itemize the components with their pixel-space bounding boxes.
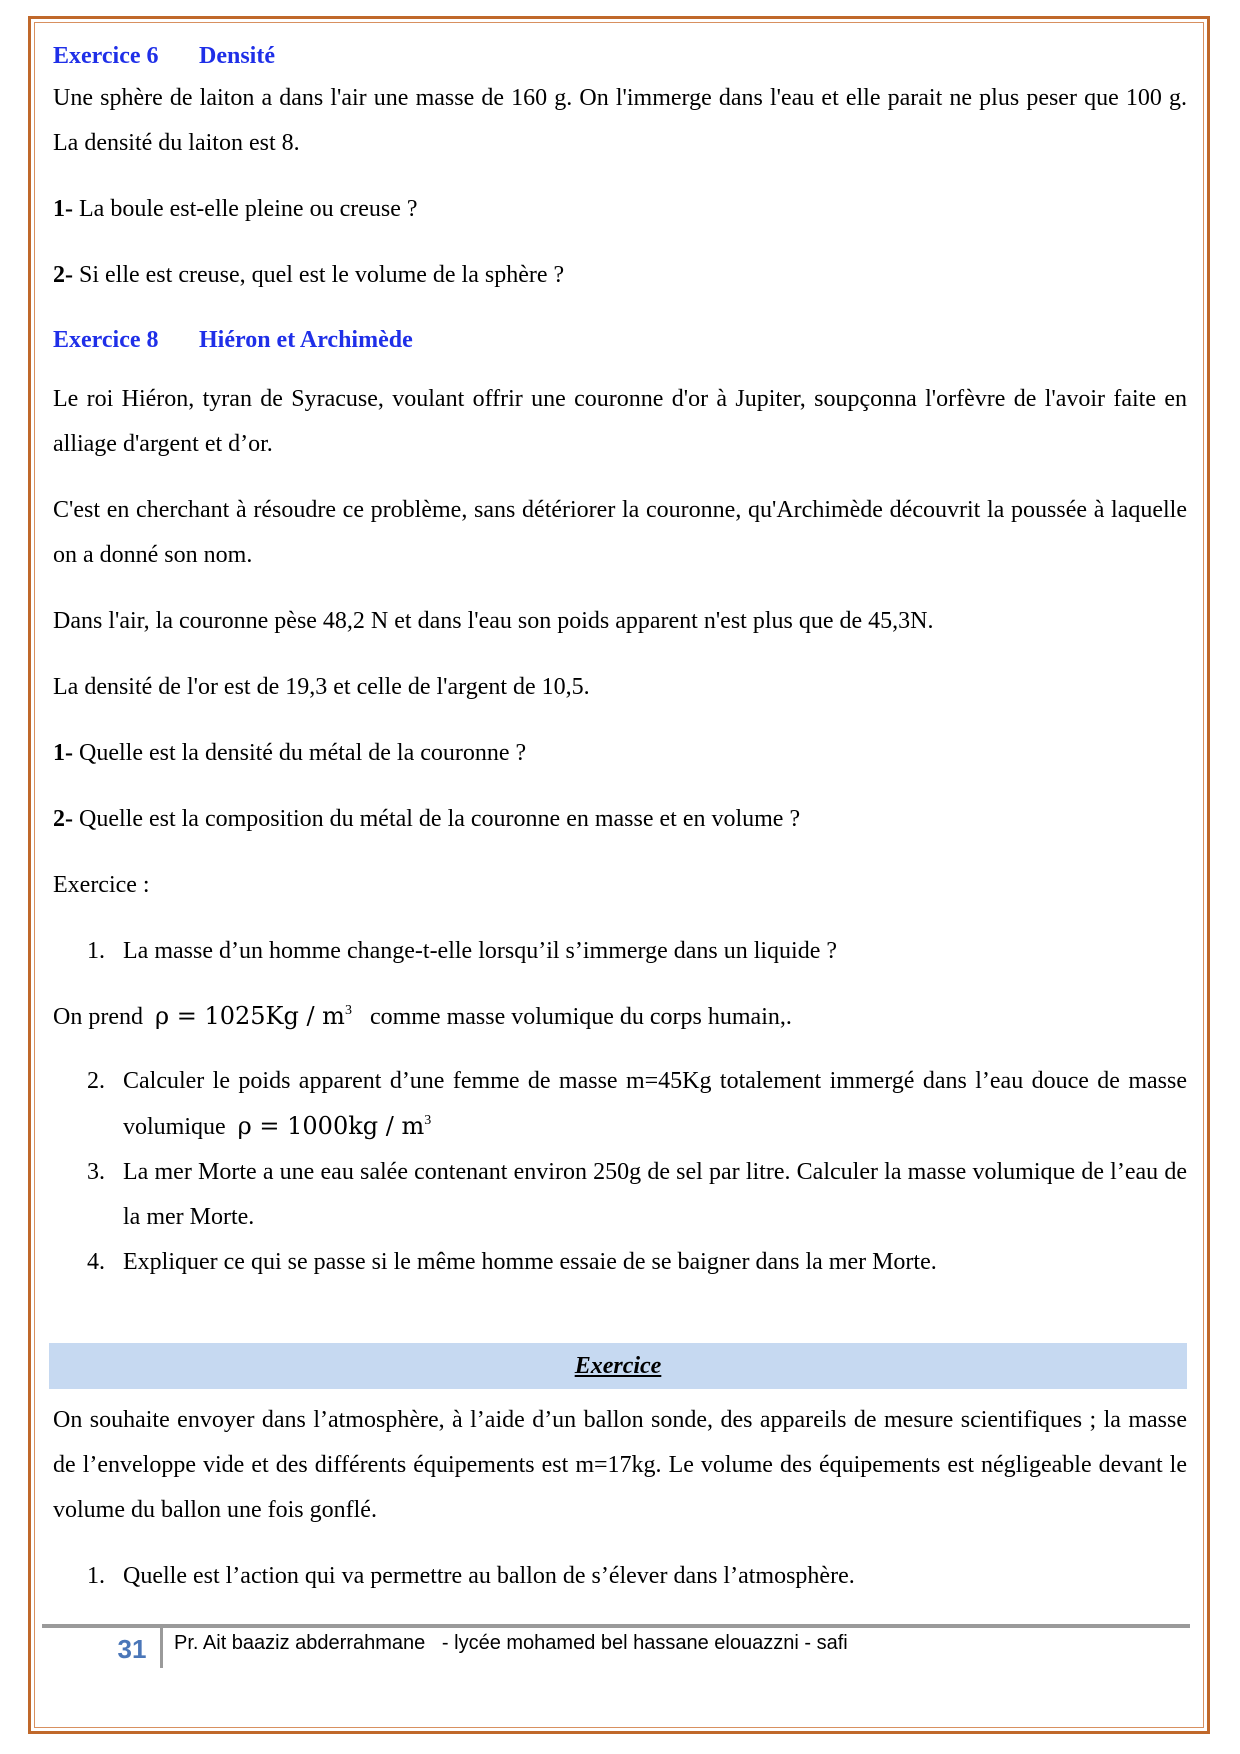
page-content — [53, 40, 1187, 1285]
given-suffix: comme masse volumique du corps humain,. — [369, 1004, 792, 1030]
exercise-6-text: Une sphère de laiton a dans l'air une masse de 160 g. On l'immerge dans l'eau et elle parait ne plus peser que 100 g. La densité du laiton est 8. — [53, 85, 1187, 156]
question-text: La boule est-elle pleine ou creuse ? — [79, 196, 418, 222]
exercise-8-question-2 — [53, 797, 1187, 842]
exercise-balloon-text: On souhaite envoyer dans l’atmosphère, à l’aide d’un ballon sonde, des appareils de mesure scientifiques ; la masse de l’enveloppe vide et des différents équipements est m=17kg. Le volume des équipements est négligeable devant le volume du ballon une fois gonflé. — [53, 1407, 1187, 1523]
exercise-human-item-4 — [53, 1240, 1187, 1285]
exercise-human-item-2 — [53, 1059, 1187, 1150]
exercise-8-number: Exercice 8 — [53, 327, 159, 353]
exercise-6-question-2 — [53, 253, 1187, 298]
question-number: 1- — [53, 196, 73, 222]
exercise-human-item-3 — [53, 1150, 1187, 1240]
given-prefix: On prend — [53, 1004, 143, 1030]
question-number: 2- — [53, 262, 73, 288]
exercise-balloon — [53, 1398, 1187, 1599]
exercise-6-heading — [53, 40, 1187, 72]
exercise-human-label: Exercice : — [53, 872, 150, 898]
page-number: 31 — [117, 1634, 147, 1664]
exercise-banner — [49, 1343, 1187, 1389]
exercise-8-paragraph-1: Le roi Hiéron, tyran de Syracuse, voulant offrir une couronne d'or à Jupiter, soupçonna l'orfèvre de l'avoir faite en alliage d'argent et d’or. — [53, 386, 1187, 457]
list-number: 1. — [87, 1563, 105, 1589]
item-2-text: Calculer le poids apparent d’une femme de masse m=45Kg totalement immergé dans l’eau douce de masse volumique — [123, 1068, 1187, 1140]
question-number: 1- — [53, 740, 73, 766]
list-text: Quelle est l’action qui va permettre au ballon de s’élever dans l’atmosphère. — [123, 1563, 855, 1589]
list-text: La mer Morte a une eau salée contenant environ 250g de sel par litre. Calculer la masse volumique de l’eau de la mer Morte. — [123, 1159, 1187, 1230]
list-number: 2. — [87, 1068, 105, 1094]
list-text — [123, 1059, 1187, 1150]
exercise-8-title: Hiéron et Archimède — [199, 327, 413, 353]
list-text: Expliquer ce qui se passe si le même homme essaie de se baigner dans la mer Morte. — [123, 1249, 937, 1275]
exercise-8-paragraph-3: Dans l'air, la couronne pèse 48,2 N et dans l'eau son poids apparent n'est plus que de 45,3N. — [53, 608, 934, 634]
density-formula: ρ = 1025Kg / m — [154, 1002, 345, 1030]
exercise-8-paragraph-4: La densité de l'or est de 19,3 et celle de l'argent de 10,5. — [53, 674, 590, 700]
footer-divider — [42, 1624, 1190, 1628]
question-number: 2- — [53, 806, 73, 832]
list-number: 4. — [87, 1249, 105, 1275]
list-number: 1. — [87, 938, 105, 964]
question-text: Si elle est creuse, quel est le volume de la sphère ? — [79, 262, 565, 288]
exercise-6-question-1 — [53, 187, 1187, 232]
question-text: Quelle est la composition du métal de la couronne en masse et en volume ? — [79, 806, 801, 832]
formula-exponent: 3 — [344, 1003, 352, 1018]
exercise-6-number: Exercice 6 — [53, 43, 159, 69]
footer-author: Pr. Ait baaziz abderrahmane - lycée mohamed bel hassane elouazzni - safi — [174, 1632, 848, 1654]
exercise-balloon-item-1 — [53, 1554, 1187, 1599]
list-text: La masse d’un homme change-t-elle lorsqu’il s’immerge dans un liquide ? — [123, 938, 838, 964]
exercise-human-given — [53, 994, 1187, 1040]
question-text: Quelle est la densité du métal de la couronne ? — [79, 740, 527, 766]
footer-separator — [160, 1628, 163, 1668]
list-number: 3. — [87, 1159, 105, 1185]
exercise-6-title: Densité — [199, 43, 275, 69]
exercise-8-heading — [53, 324, 1187, 356]
exercise-8-paragraph-2: C'est en cherchant à résoudre ce problème, sans détériorer la couronne, qu'Archimède découvrit la poussée à laquelle on a donné son nom. — [53, 497, 1187, 568]
exercise-banner-title: Exercice — [574, 1353, 662, 1379]
water-density-formula: ρ = 1000kg / m — [237, 1112, 425, 1140]
exercise-human-item-1 — [53, 929, 1187, 974]
exercise-8-question-1 — [53, 731, 1187, 776]
formula-exponent: 3 — [424, 1113, 432, 1128]
